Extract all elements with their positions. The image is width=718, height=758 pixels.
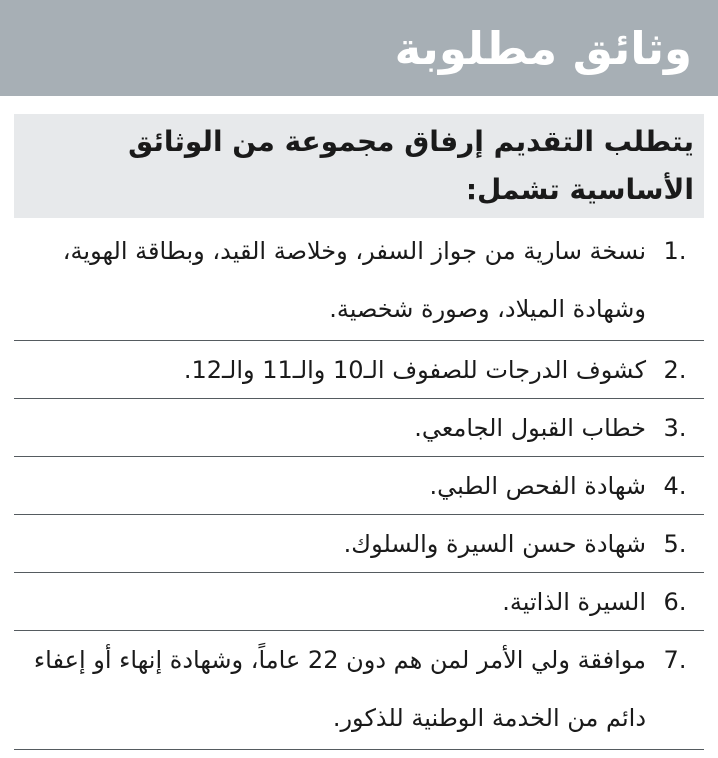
- item-number: 5.: [663, 530, 687, 558]
- intro-text: يتطلب التقديم إرفاق مجموعة من الوثائق الأساسية تشمل:: [128, 125, 694, 206]
- header-banner: [0, 0, 718, 96]
- list-item: [14, 341, 704, 399]
- list-item: [14, 222, 704, 341]
- documents-list: [14, 222, 704, 750]
- list-item: [14, 573, 704, 631]
- list-item: [14, 457, 704, 515]
- item-text: شهادة حسن السيرة والسلوك.: [343, 530, 646, 558]
- intro-box: [14, 114, 704, 218]
- item-number: 2.: [663, 356, 687, 384]
- item-text: شهادة الفحص الطبي.: [429, 472, 646, 500]
- item-number: 7.: [663, 646, 687, 674]
- item-text: نسخة سارية من جواز السفر، وخلاصة القيد، وبطاقة الهوية، وشهادة الميلاد، وصورة شخصية.: [62, 237, 646, 323]
- item-number: 3.: [663, 414, 687, 442]
- item-text: موافقة ولي الأمر لمن هم دون 22 عاماً، وشهادة إنهاء أو إعفاء دائم من الخدمة الوطنية للذكور.: [33, 646, 646, 732]
- item-number: 1.: [663, 237, 687, 265]
- page-title: وثائق مطلوبة: [394, 21, 692, 75]
- item-number: 4.: [663, 472, 687, 500]
- list-item: [14, 399, 704, 457]
- item-text: خطاب القبول الجامعي.: [414, 414, 646, 442]
- item-number: 6.: [663, 588, 687, 616]
- item-text: كشوف الدرجات للصفوف الـ10 والـ11 والـ12.: [183, 356, 646, 384]
- list-item: [14, 631, 704, 750]
- list-item: [14, 515, 704, 573]
- item-text: السيرة الذاتية.: [502, 588, 646, 616]
